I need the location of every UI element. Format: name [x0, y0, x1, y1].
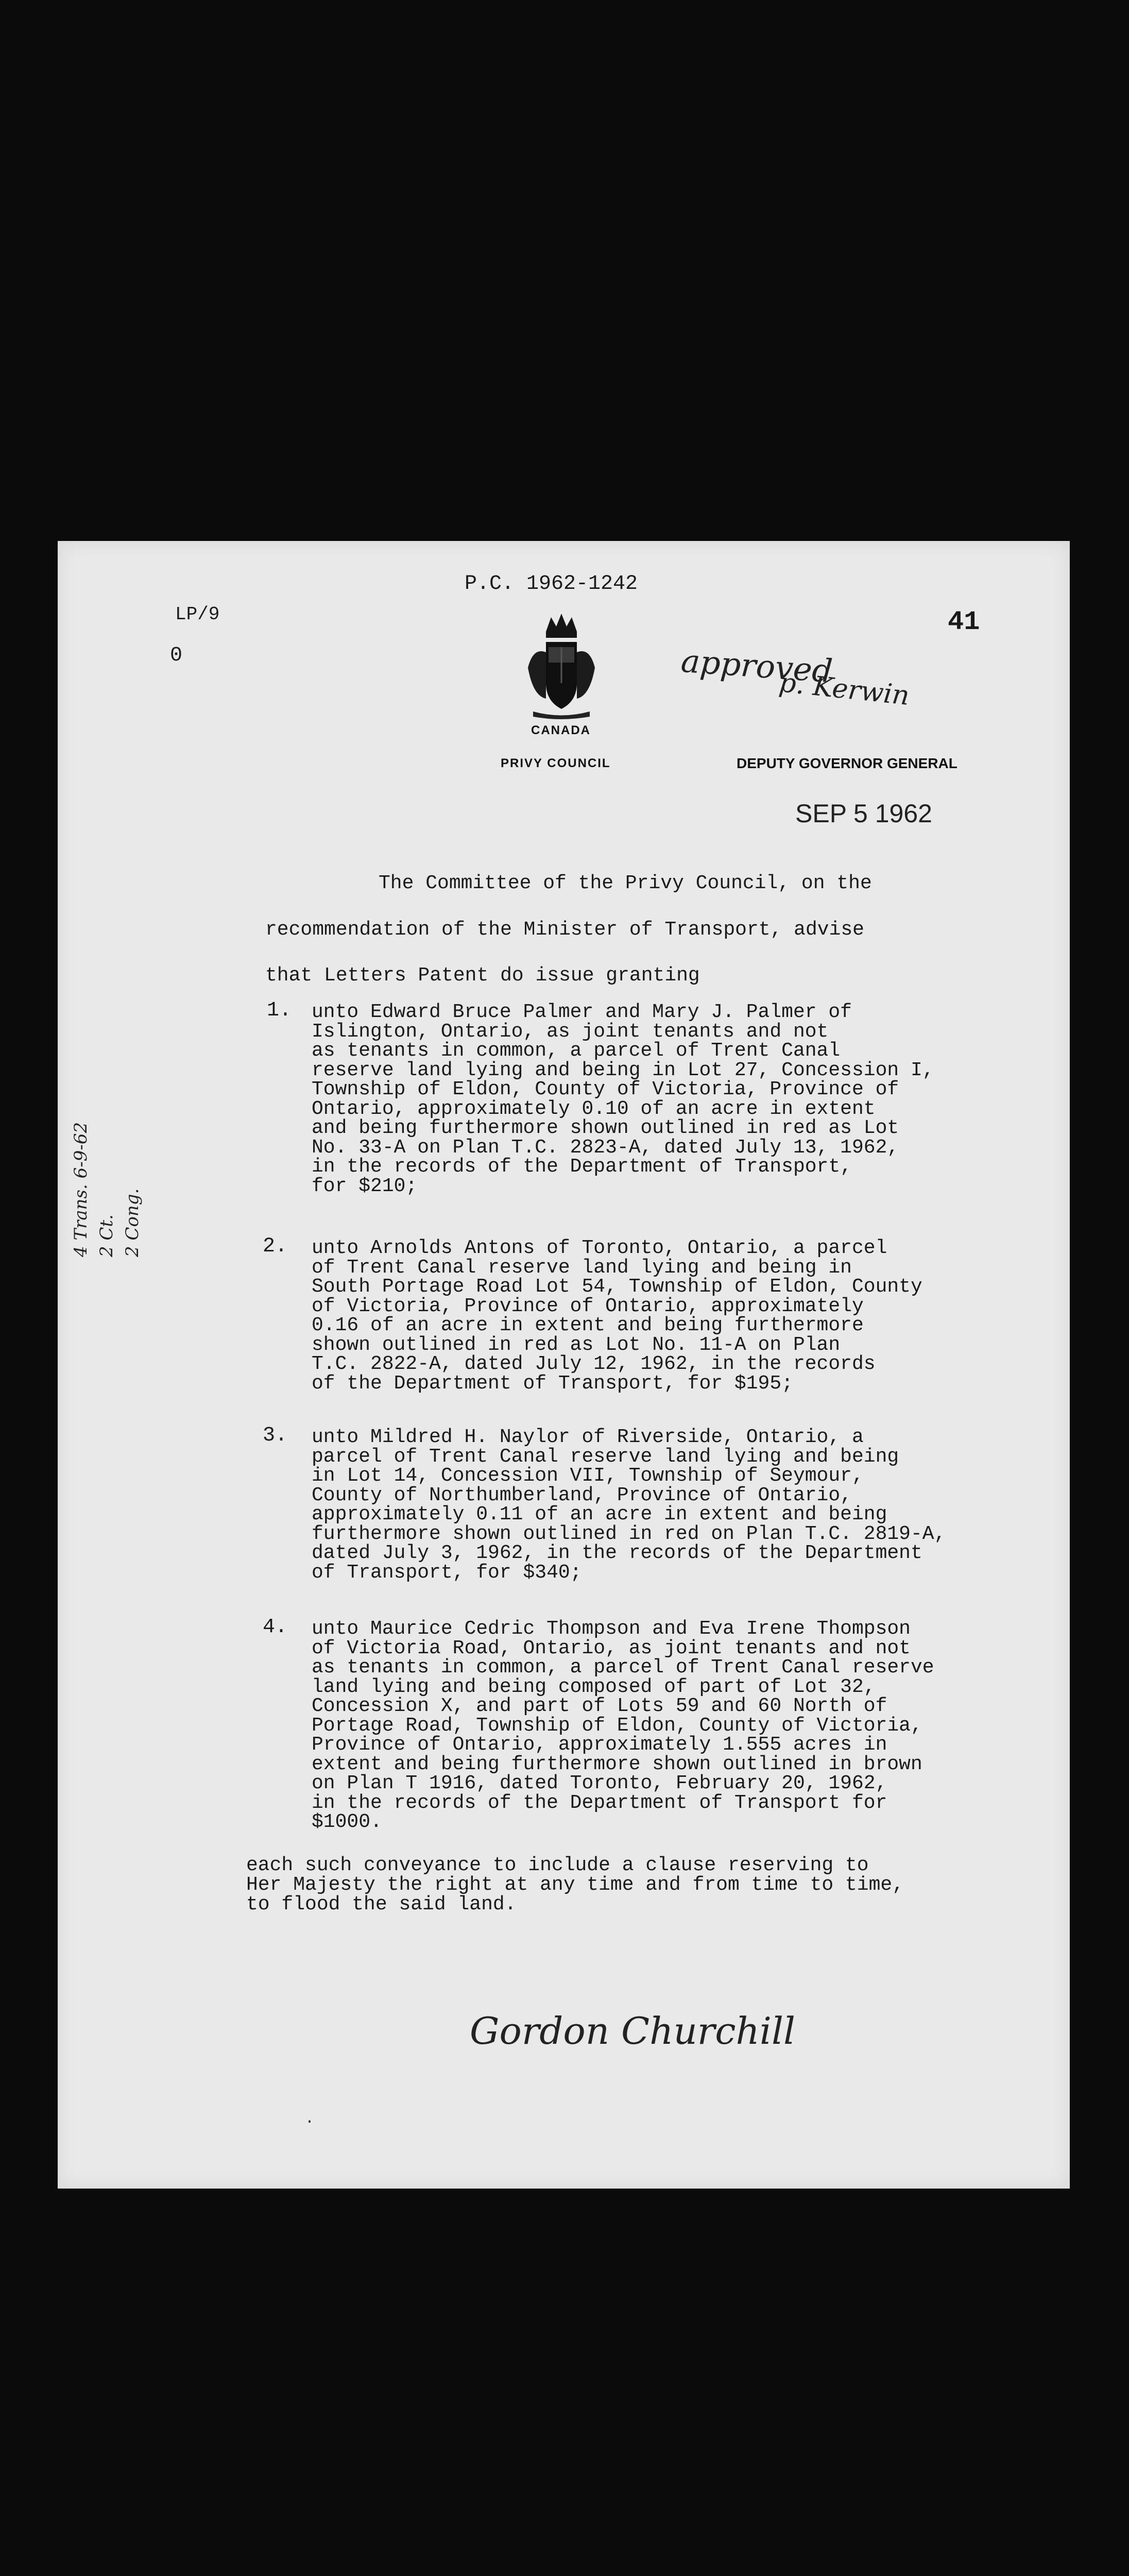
item-line: unto Arnolds Antons of Toronto, Ontario, a parcel: [312, 1237, 887, 1259]
order-number: P.C. 1962-1242: [465, 572, 638, 596]
item-line: dated July 3, 1962, in the records of the Department: [312, 1542, 922, 1564]
item-line: unto Mildred H. Naylor of Riverside, Ontario, a: [312, 1426, 864, 1448]
item-line: County of Northumberland, Province of Ontario,: [312, 1484, 852, 1506]
closing-line: each such conveyance to include a clause reserving to: [246, 1854, 869, 1876]
item-line: of Transport, for $340;: [312, 1561, 582, 1584]
file-reference: LP/9: [175, 604, 220, 625]
item-line: Portage Road, Township of Eldon, County of Victoria,: [312, 1714, 922, 1737]
date-stamp: SEP 5 1962: [795, 799, 932, 828]
intro-line: recommendation of the Minister of Transport, advise: [265, 919, 864, 941]
item-line: of Victoria, Province of Ontario, approximately: [312, 1295, 864, 1317]
order-body: [58, 541, 1070, 2189]
item-line: as tenants in common, a parcel of Trent Canal: [312, 1040, 841, 1062]
item-number: 4.: [263, 1616, 288, 1639]
item-line: on Plan T 1916, dated Toronto, February 20, 1962,: [312, 1772, 887, 1794]
item-line: in the records of the Department of Transport,: [312, 1156, 852, 1178]
page-number: 41: [948, 607, 980, 637]
approver-handwriting: p. Kerwin: [777, 667, 911, 712]
item-line: as tenants in common, a parcel of Trent Canal reserve: [312, 1656, 934, 1679]
intro-line: that Letters Patent do issue granting: [265, 964, 700, 987]
item-line: of Victoria Road, Ontario, as joint tenants and not: [312, 1637, 911, 1659]
stray-mark: ·: [305, 2113, 315, 2131]
item-line: approximately 0.11 of an acre in extent and being: [312, 1503, 887, 1526]
item-line: Township of Eldon, County of Victoria, Province of: [312, 1078, 899, 1100]
item-line: of Trent Canal reserve land lying and being in: [312, 1256, 852, 1279]
item-line: in Lot 14, Concession VII, Township of Seymour,: [312, 1465, 864, 1487]
item-line: of the Department of Transport, for $195;: [312, 1372, 793, 1395]
item-line: parcel of Trent Canal reserve land lying and being: [312, 1445, 899, 1468]
closing-line: to flood the said land.: [246, 1893, 517, 1916]
item-line: land lying and being composed of part of Lot 32,: [312, 1675, 876, 1698]
item-number: 3.: [263, 1424, 288, 1447]
document-page: [58, 541, 1070, 2189]
margin-note: 2 Ct.: [96, 1214, 117, 1257]
item-line: T.C. 2822-A, dated July 12, 1962, in the records: [312, 1353, 876, 1375]
item-line: $1000.: [312, 1811, 382, 1833]
item-line: extent and being furthermore shown outlined in brown: [312, 1753, 922, 1775]
item-line: Province of Ontario, approximately 1.555 acres in: [312, 1734, 887, 1756]
margin-note: 4 Trans. 6-9-62: [71, 1122, 91, 1257]
margin-note: 2 Cong.: [122, 1188, 143, 1257]
canada-label: CANADA: [531, 723, 591, 737]
item-line: Ontario, approximately 0.10 of an acre in extent: [312, 1097, 876, 1120]
item-line: 0.16 of an acre in extent and being furthermore: [312, 1314, 864, 1336]
privy-council-label: PRIVY COUNCIL: [501, 756, 611, 770]
item-line: Islington, Ontario, as joint tenants and not: [312, 1020, 829, 1043]
item-line: in the records of the Department of Transport for: [312, 1791, 887, 1814]
item-line: reserve land lying and being in Lot 27, Concession I,: [312, 1059, 934, 1081]
item-line: South Portage Road Lot 54, Township of Eldon, County: [312, 1276, 922, 1298]
closing-line: Her Majesty the right at any time and from time to time,: [246, 1874, 904, 1896]
item-number: 1.: [267, 999, 292, 1022]
item-line: and being furthermore shown outlined in red as Lot: [312, 1117, 899, 1139]
item-line: unto Edward Bruce Palmer and Mary J. Palmer of: [312, 1001, 852, 1023]
item-line: Concession X, and part of Lots 59 and 60 North of: [312, 1695, 887, 1717]
margin-mark: 0: [170, 644, 183, 667]
intro-line: The Committee of the Privy Council, on the: [379, 872, 872, 894]
item-line: No. 33-A on Plan T.C. 2823-A, dated July 13, 1962,: [312, 1136, 899, 1159]
item-line: furthermore shown outlined in red on Plan T.C. 2819-A,: [312, 1522, 946, 1545]
item-line: for $210;: [312, 1175, 418, 1197]
item-line: shown outlined in red as Lot No. 11-A on Plan: [312, 1333, 841, 1356]
item-number: 2.: [263, 1235, 288, 1258]
minister-signature: Gordon Churchill: [470, 2009, 796, 2053]
item-line: unto Maurice Cedric Thompson and Eva Irene Thompson: [312, 1618, 911, 1640]
approved-handwriting: approved: [679, 641, 834, 690]
deputy-governor-label: DEPUTY GOVERNOR GENERAL: [737, 755, 957, 771]
